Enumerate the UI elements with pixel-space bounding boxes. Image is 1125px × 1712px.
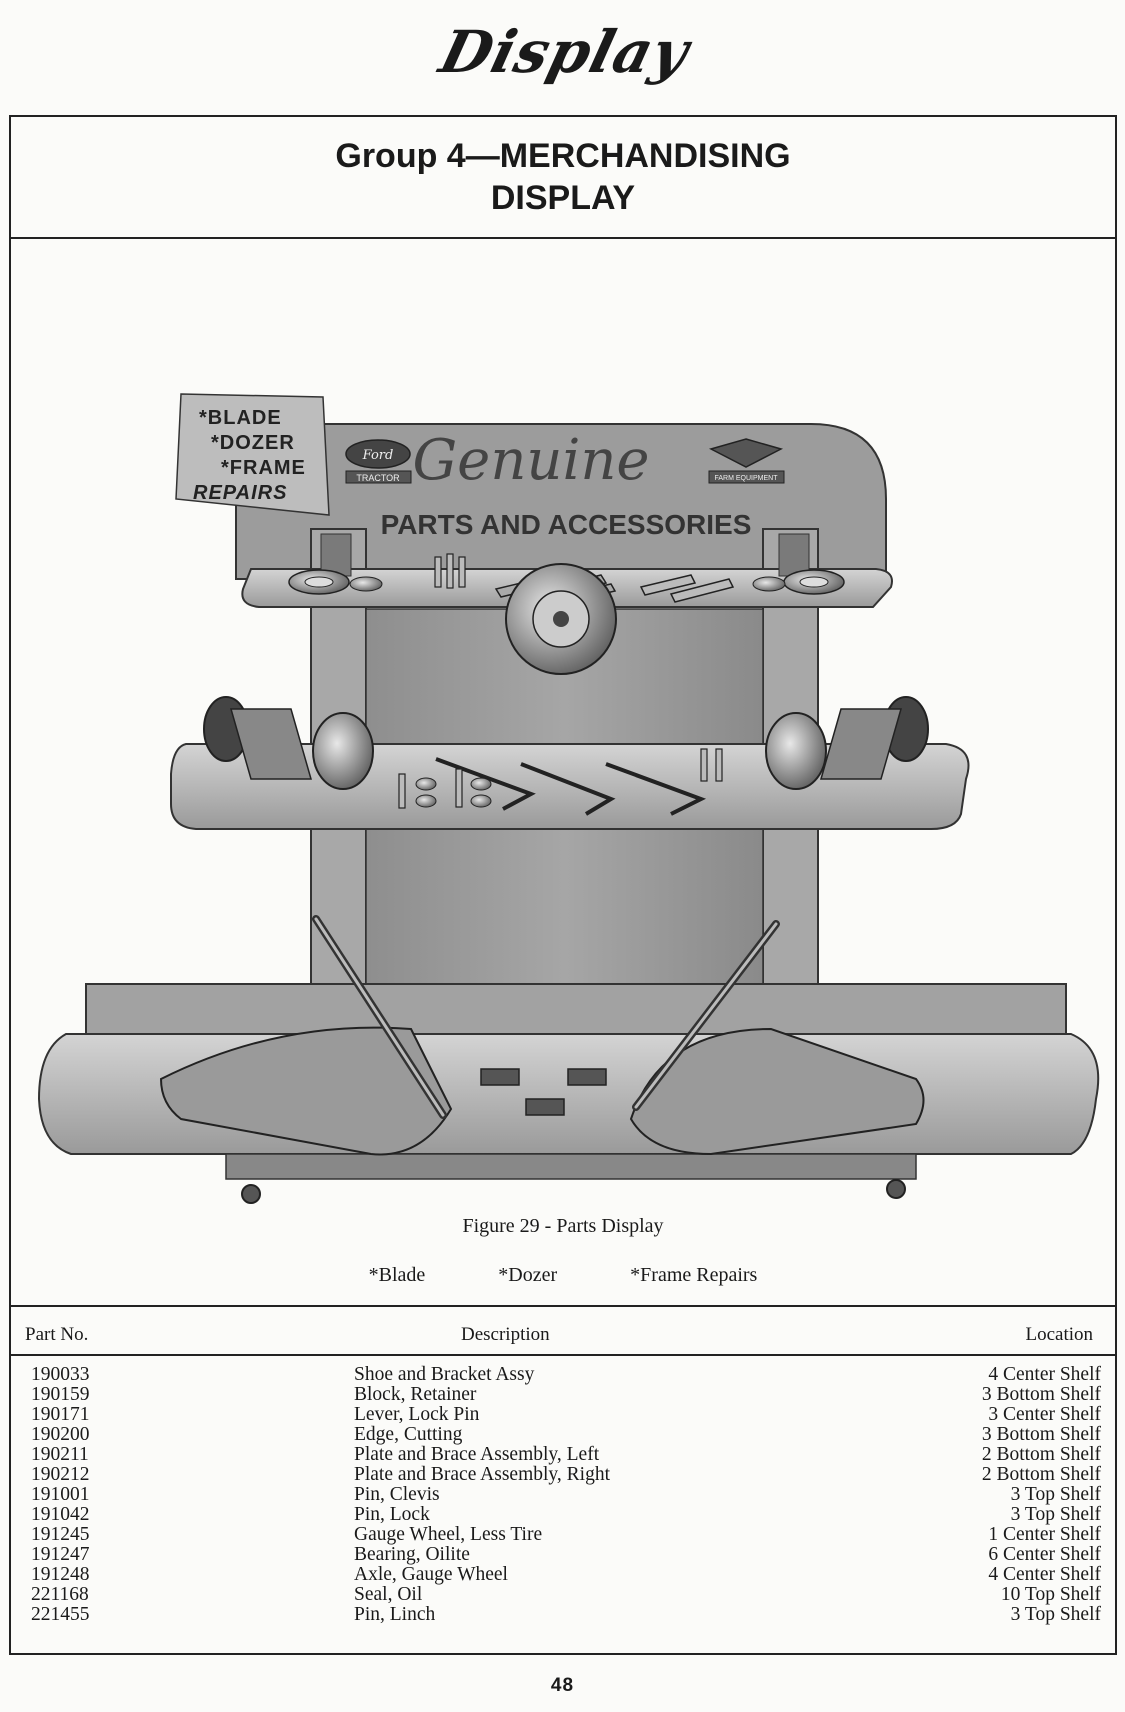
table-row [11, 1445, 1115, 1465]
part-location: 6 Center Shelf [988, 1544, 1101, 1565]
part-location: 10 Top Shelf [1000, 1584, 1101, 1605]
legend-frame-repairs: *Frame Repairs [630, 1264, 758, 1286]
part-description: Gauge Wheel, Less Tire [354, 1524, 543, 1545]
ford-emblem-text: Ford [362, 448, 394, 463]
header-description: Description [461, 1324, 550, 1345]
group-title-line2: DISPLAY [490, 179, 636, 217]
part-description: Plate and Brace Assembly, Left [354, 1444, 600, 1465]
part-description: Pin, Lock [354, 1504, 430, 1525]
part-number: 190212 [31, 1464, 90, 1485]
table-row [11, 1505, 1115, 1525]
table-row [11, 1485, 1115, 1505]
part-location: 4 Center Shelf [988, 1564, 1101, 1585]
group-header [11, 117, 1115, 239]
part-description: Pin, Clevis [354, 1484, 440, 1505]
part-description: Pin, Linch [354, 1604, 436, 1625]
part-location: 3 Center Shelf [988, 1404, 1101, 1425]
part-location: 3 Bottom Shelf [981, 1424, 1101, 1445]
part-location: 3 Bottom Shelf [981, 1384, 1101, 1405]
part-number: 191245 [31, 1524, 90, 1545]
part-number: 191248 [31, 1564, 90, 1585]
figure-legend [11, 1264, 1115, 1287]
table-row [11, 1565, 1115, 1585]
legend-dozer: *Dozer [498, 1264, 558, 1286]
part-number: 190211 [31, 1444, 89, 1465]
table-row [11, 1405, 1115, 1425]
table-row [11, 1525, 1115, 1545]
figure-area [11, 239, 1115, 1244]
parts-display-illustration [11, 239, 1115, 1244]
table-row [11, 1425, 1115, 1445]
part-location: 2 Bottom Shelf [981, 1464, 1101, 1485]
genuine-text: Genuine [412, 428, 650, 493]
placard-line3: *FRAME [221, 457, 306, 479]
caster-right [887, 1180, 905, 1198]
part-number: 190159 [31, 1384, 90, 1405]
part-number: 221455 [31, 1604, 90, 1625]
clevis-pins [435, 554, 465, 588]
placard-line2: *DOZER [211, 432, 295, 454]
script-title: Display [433, 18, 697, 86]
group-title-line1: Group 4—MERCHANDISING [335, 137, 791, 175]
table-row [11, 1465, 1115, 1485]
tractor-label: TRACTOR [356, 473, 400, 483]
part-description: Axle, Gauge Wheel [354, 1564, 508, 1585]
part-number: 190171 [31, 1404, 90, 1425]
part-number: 191247 [31, 1544, 90, 1565]
part-location: 3 Top Shelf [1010, 1604, 1101, 1625]
page-number: 48 [550, 1675, 575, 1696]
part-location: 1 Center Shelf [988, 1524, 1101, 1545]
table-row [11, 1605, 1115, 1625]
part-location: 4 Center Shelf [988, 1364, 1101, 1385]
table-row [11, 1365, 1115, 1385]
farm-equipment-label: FARM EQUIPMENT [714, 475, 778, 482]
figure-caption: Figure 29 - Parts Display [462, 1215, 664, 1237]
part-description: Bearing, Oilite [354, 1544, 470, 1565]
part-description: Shoe and Bracket Assy [354, 1364, 535, 1385]
part-number: 221168 [31, 1584, 89, 1605]
header-part-no: Part No. [25, 1324, 89, 1345]
part-description: Edge, Cutting [354, 1424, 463, 1445]
caster-left [242, 1185, 260, 1203]
placard-line4: REPAIRS [193, 482, 288, 504]
table-row [11, 1385, 1115, 1405]
parts-accessories-text: PARTS AND ACCESSORIES [380, 509, 752, 540]
part-description: Plate and Brace Assembly, Right [354, 1464, 610, 1485]
part-location: 2 Bottom Shelf [981, 1444, 1101, 1465]
part-number: 191042 [31, 1504, 90, 1525]
part-number: 190200 [31, 1424, 90, 1445]
table-rows [11, 1365, 1115, 1625]
page-frame [9, 115, 1117, 1655]
legend-blade: *Blade [368, 1264, 426, 1286]
part-number: 190033 [31, 1364, 90, 1385]
part-number: 191001 [31, 1484, 90, 1505]
part-description: Seal, Oil [354, 1584, 423, 1605]
table-row [11, 1545, 1115, 1565]
table-skirt [226, 1154, 916, 1179]
placard-line1: *BLADE [199, 407, 282, 429]
header-location: Location [1025, 1324, 1093, 1345]
table-header [11, 1307, 1115, 1356]
parts-table [11, 1305, 1115, 1655]
table-row [11, 1585, 1115, 1605]
part-description: Block, Retainer [354, 1384, 477, 1405]
part-location: 3 Top Shelf [1010, 1484, 1101, 1505]
part-description: Lever, Lock Pin [354, 1404, 480, 1425]
part-location: 3 Top Shelf [1010, 1504, 1101, 1525]
